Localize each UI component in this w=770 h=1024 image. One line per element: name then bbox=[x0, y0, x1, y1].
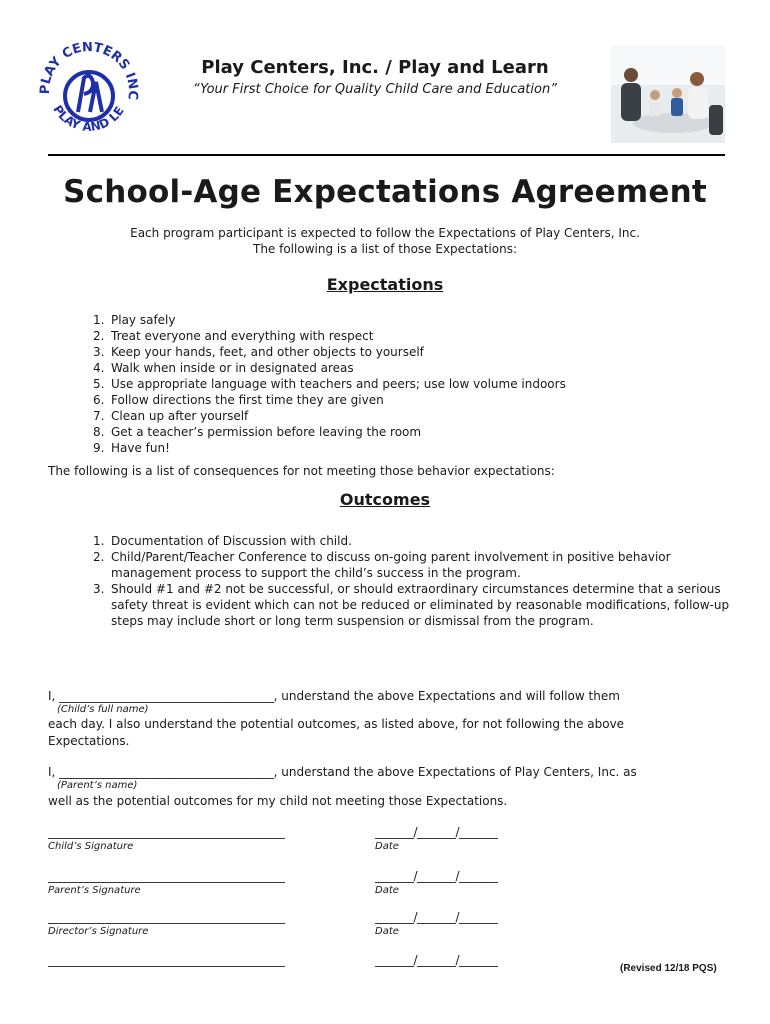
child-signature-date-field[interactable]: _______/_______/_______ bbox=[375, 825, 498, 839]
parent-name-field[interactable]: _______________________________________ bbox=[59, 765, 274, 779]
list-item-number: 3. bbox=[93, 345, 105, 359]
expectations-list bbox=[93, 312, 713, 456]
list-item-number: 6. bbox=[93, 393, 105, 407]
list-item-number: 8. bbox=[93, 425, 105, 439]
director-signature-field[interactable]: ___________________________________________ bbox=[48, 910, 285, 924]
play-centers-logo bbox=[38, 42, 140, 144]
parent-statement-prefix: I, bbox=[48, 765, 60, 779]
list-item-text: Use appropriate language with teachers and peers; use low volume indoors bbox=[111, 377, 566, 391]
list-item-number: 3. bbox=[93, 582, 105, 596]
child-statement-continuation: each day. I also understand the potential outcomes, as listed above, for not following the above Expectations. bbox=[48, 717, 625, 748]
intro-line-2: The following is a list of those Expectations: bbox=[252, 242, 517, 256]
list-item-text: Documentation of Discussion with child. bbox=[111, 534, 352, 548]
header-divider bbox=[48, 154, 725, 156]
parent-signature-date-label: Date bbox=[375, 885, 399, 896]
child-name-field[interactable]: _______________________________________ bbox=[59, 689, 274, 703]
list-item-text: Follow directions the first time they are given bbox=[111, 393, 384, 407]
outcomes-list bbox=[93, 533, 733, 629]
svg-text:PLAY CENTERS INC: PLAY CENTERS INC bbox=[38, 42, 140, 101]
list-item-text: Get a teacher’s permission before leaving the room bbox=[111, 425, 422, 439]
list-item-text: Have fun! bbox=[111, 441, 170, 455]
list-item bbox=[93, 408, 713, 424]
list-item-text: Walk when inside or in designated areas bbox=[111, 361, 354, 375]
child-signature-date-label: Date bbox=[375, 841, 399, 852]
list-item bbox=[93, 549, 733, 581]
parent-signature-field[interactable]: ___________________________________________ bbox=[48, 869, 285, 883]
extra-signature-date-field[interactable]: _______/_______/_______ bbox=[375, 953, 498, 967]
list-item bbox=[93, 344, 713, 360]
list-item bbox=[93, 424, 713, 440]
child-signature-field[interactable]: ___________________________________________ bbox=[48, 825, 285, 839]
list-item-text: Keep your hands, feet, and other objects to yourself bbox=[111, 345, 424, 359]
list-item bbox=[93, 328, 713, 344]
parent-signature-date-field[interactable]: _______/_______/_______ bbox=[375, 869, 498, 883]
consequences-intro: The following is a list of consequences for not meeting those behavior expectations: bbox=[48, 464, 555, 478]
child-signature-label: Child’s Signature bbox=[48, 841, 134, 852]
child-statement-suffix: , understand the above Expectations and will follow them bbox=[273, 689, 620, 703]
extra-signature-field[interactable]: ___________________________________________ bbox=[48, 953, 285, 967]
list-item bbox=[93, 312, 713, 328]
list-item bbox=[93, 581, 733, 629]
list-item-text: Treat everyone and everything with respect bbox=[111, 329, 374, 343]
expectations-heading: Expectations bbox=[326, 275, 444, 294]
list-item-number: 4. bbox=[93, 361, 105, 375]
list-item bbox=[93, 440, 713, 456]
list-item-text: Clean up after yourself bbox=[111, 409, 249, 423]
organization-name: Play Centers, Inc. / Play and Learn bbox=[201, 57, 549, 78]
list-item-text: Should #1 and #2 not be successful, or should extraordinary circumstances determine that a serious safety threat is evident which can not be reduced or eliminated by reasonable modifications, follow-up steps may include short or long term suspension or dismissal from the program. bbox=[111, 582, 730, 628]
list-item-number: 7. bbox=[93, 409, 105, 423]
child-name-caption: (Child’s full name) bbox=[57, 704, 149, 715]
list-item bbox=[93, 360, 713, 376]
revision-note: (Revised 12/18 PQS) bbox=[620, 963, 717, 974]
list-item-number: 5. bbox=[93, 377, 105, 391]
list-item-number: 2. bbox=[93, 329, 105, 343]
parent-statement-suffix: , understand the above Expectations of Play Centers, Inc. as bbox=[273, 765, 637, 779]
list-item-number: 1. bbox=[93, 534, 105, 548]
svg-text:PLAY AND LEARN: PLAY AND LE bbox=[50, 102, 127, 134]
parent-statement-continuation: well as the potential outcomes for my child not meeting those Expectations. bbox=[48, 794, 508, 808]
child-statement-prefix: I, bbox=[48, 689, 60, 703]
child-statement-line bbox=[48, 688, 620, 705]
director-signature-label: Director’s Signature bbox=[48, 926, 149, 937]
parent-name-caption: (Parent’s name) bbox=[57, 780, 138, 791]
list-item bbox=[93, 392, 713, 408]
director-signature-date-field[interactable]: _______/_______/_______ bbox=[375, 910, 498, 924]
document-title: School-Age Expectations Agreement bbox=[63, 174, 707, 210]
list-item bbox=[93, 533, 733, 549]
logo-seal-graphic bbox=[38, 42, 140, 144]
list-item-number: 9. bbox=[93, 441, 105, 455]
list-item-number: 1. bbox=[93, 313, 105, 327]
list-item bbox=[93, 376, 713, 392]
classroom-photo bbox=[611, 45, 725, 143]
organization-tagline: “Your First Choice for Quality Child Care and Education” bbox=[193, 82, 557, 97]
parent-signature-label: Parent’s Signature bbox=[48, 885, 141, 896]
list-item-text: Play safely bbox=[111, 313, 176, 327]
intro-line-1: Each program participant is expected to follow the Expectations of Play Centers, Inc. bbox=[130, 226, 640, 240]
director-signature-date-label: Date bbox=[375, 926, 399, 937]
list-item-text: Child/Parent/Teacher Conference to discuss on-going parent involvement in positive behavior management process to support the child’s success in the program. bbox=[111, 550, 671, 580]
classroom-photo-graphic bbox=[611, 45, 725, 143]
parent-statement-line bbox=[48, 764, 637, 781]
list-item-number: 2. bbox=[93, 550, 105, 564]
outcomes-heading: Outcomes bbox=[339, 490, 431, 509]
